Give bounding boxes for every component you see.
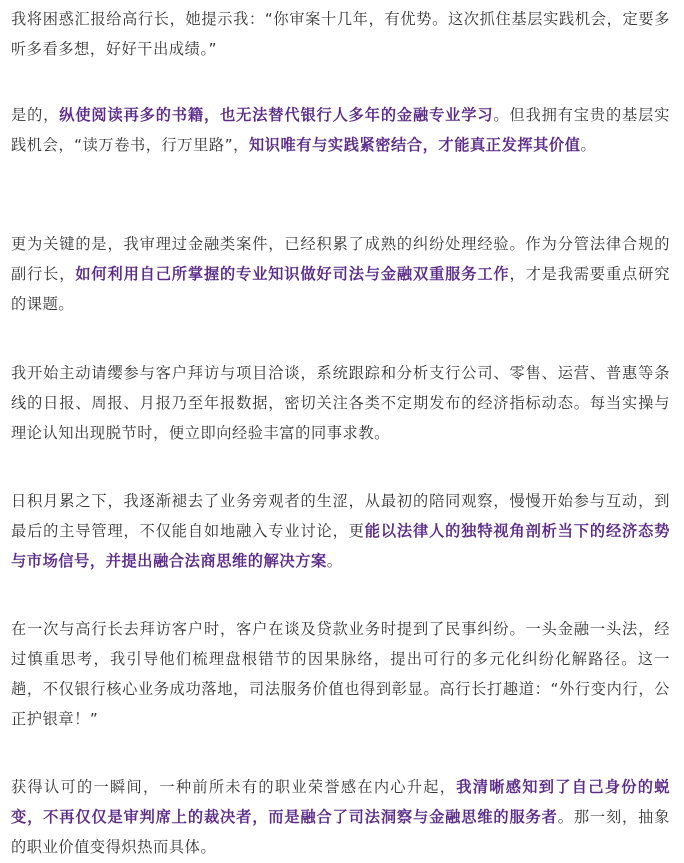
paragraph-4 bbox=[11, 358, 670, 448]
paragraph-7-highlight: 我清晰感知到了自己身份的蜕变，不再仅仅是审判席上的裁决者，而是融合了司法洞察与金融思维的服务者 bbox=[11, 778, 670, 826]
paragraph-5 bbox=[11, 486, 670, 576]
paragraph-7-run-1: 获得认可的一瞬间，一种前所未有的职业荣誉感在内心升起， bbox=[11, 778, 457, 796]
paragraph-6-text: 在一次与高行长去拜访客户时，客户在谈及贷款业务时提到了民事纠纷。一头金融一头法，经过慎重思考，我引导他们梳理盘根错节的因果脉络，提出可行的多元化纠纷化解路径。这一趟，不仅银行核心业务成功落地，司法服务价值也得到彰显。高行长打趣道：“外行变内行，公正护银章！” bbox=[11, 620, 670, 728]
paragraph-3-run-2: ，才是我需要重点研究的课题。 bbox=[11, 265, 671, 313]
paragraph-5-run-1: 日积月累之下，我逐渐褪去了业务旁观者的生涩，从最初的陪同观察，慢慢开始参与互动，到最后的主导管理，不仅能自如地融入专业讨论，更 bbox=[11, 492, 670, 540]
paragraph-2 bbox=[11, 100, 670, 160]
paragraph-2-run-2: 。但我拥有宝贵的基层实践机会，“读万卷书，行万里路”， bbox=[11, 106, 670, 154]
paragraph-1-text: 我将困惑汇报给高行长，她提示我：“你审案十几年，有优势。这次抓住基层实践机会，定要多听多看多想，好好干出成绩。” bbox=[11, 10, 670, 58]
paragraph-5-run-2: 。 bbox=[326, 552, 343, 570]
paragraph-7-run-2: 。那一刻，抽象的职业价值变得炽热而具体。 bbox=[11, 808, 671, 856]
paragraph-2-run-3: 。 bbox=[580, 136, 597, 154]
paragraph-2-highlight-1: 纵使阅读再多的书籍，也无法替代银行人多年的金融专业学习 bbox=[59, 106, 494, 124]
paragraph-7 bbox=[11, 772, 670, 862]
paragraph-3 bbox=[11, 229, 670, 319]
paragraph-2-highlight-2: 知识唯有与实践紧密结合，才能真正发挥其价值 bbox=[248, 136, 581, 154]
paragraph-1 bbox=[11, 4, 670, 64]
paragraph-4-text: 我开始主动请缨参与客户拜访与项目洽谈，系统跟踪和分析支行公司、零售、运营、普惠等条线的日报、周报、月报乃至年报数据，密切关注各类不定期发布的经济指标动态。每当实操与理论认知出现脱节时，便立即向经验丰富的同事求教。 bbox=[11, 364, 670, 442]
paragraph-2-run-1: 是的， bbox=[11, 106, 60, 124]
paragraph-3-highlight: 如何利用自己所掌握的专业知识做好司法与金融双重服务工作 bbox=[75, 265, 510, 283]
paragraph-5-highlight: 能以法律人的独特视角剖析当下的经济态势与市场信号，并提出融合法商思维的解决方案 bbox=[11, 522, 670, 570]
paragraph-3-run-1: 更为关键的是，我审理过金融类案件，已经积累了成熟的纠纷处理经验。作为分管法律合规的副行长， bbox=[11, 235, 670, 283]
paragraph-6 bbox=[11, 614, 670, 734]
